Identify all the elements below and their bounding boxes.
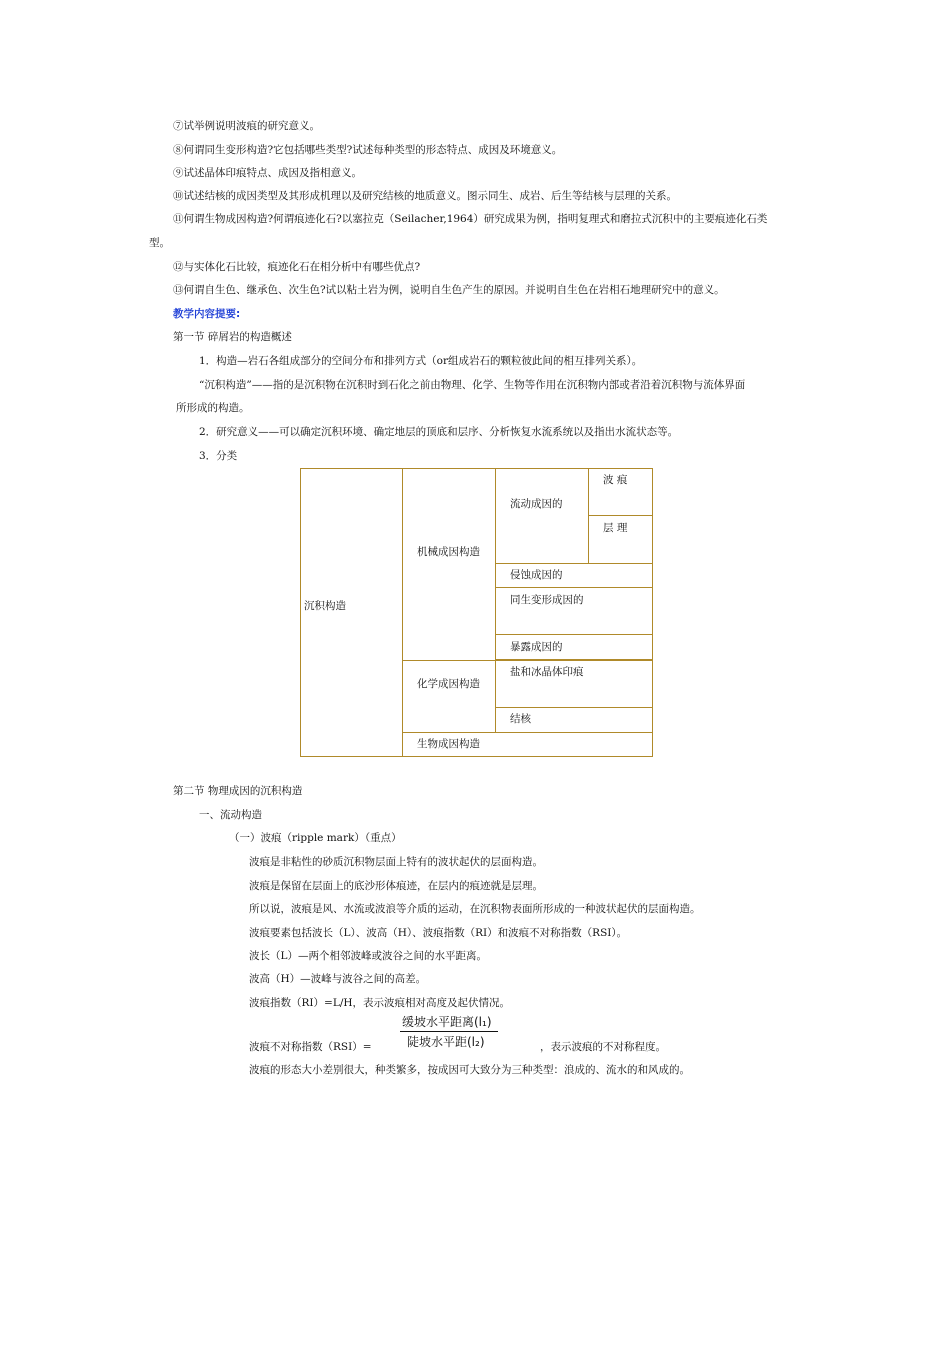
question-13: ⑬何谓自生色、继承色、次生色?试以粘土岩为例，说明自生色产生的原因。并说明自生色在岩相石地理研究中的意义。 (173, 284, 725, 296)
section1-p1: 1．构造—岩石各组成部分的空间分布和排列方式（or组成岩石的颗粒彼此间的相互排列关系）。 (199, 355, 643, 367)
label-erosion: 侵蚀成因的 (510, 569, 563, 581)
section2-sub2: （一）波痕（ripple mark）（重点） (229, 832, 402, 844)
classification-table (300, 468, 653, 757)
rsi-numerator: 缓坡水平距离(l₁) (402, 1015, 492, 1029)
question-9: ⑨试述晶体印痕特点、成因及指相意义。 (173, 167, 362, 179)
section1-p4: 3．分类 (199, 450, 238, 462)
section1-p2a: “沉积构造”——指的是沉积物在沉积时到石化之前由物理、化学、生物等作用在沉积物内部或者沿着沉积物与流体界面 (199, 379, 746, 391)
cell-chemical (403, 661, 496, 733)
label-salt: 盐和冰晶体印痕 (510, 666, 584, 678)
label-syndepositional: 同生变形成因的 (510, 594, 584, 606)
rsi-denominator: 陡坡水平距(l₂) (407, 1035, 485, 1049)
label-ripple: 波 痕 (603, 474, 628, 486)
section2-line-3: 所以说，波痕是风、水流或波浪等介质的运动，在沉积物表面所形成的一种波状起伏的层面构造。 (249, 903, 701, 915)
section2-line-1: 波痕是非粘性的砂质沉积物层面上特有的波状起伏的层面构造。 (249, 856, 543, 868)
question-8: ⑧何谓同生变形构造?它包括哪些类型?试述每种类型的形态特点、成因及环境意义。 (173, 144, 563, 156)
section2-line-2: 波痕是保留在层面上的底沙形体痕迹，在层内的痕迹就是层理。 (249, 880, 543, 892)
question-10: ⑩试述结核的成因类型及其形成机理以及研究结核的地质意义。图示同生、成岩、后生等结核与层理的关系。 (173, 190, 677, 202)
label-nodule: 结核 (510, 713, 531, 725)
section2-line-5: 波长（L）—两个相邻波峰或波谷之间的水平距离。 (249, 950, 487, 962)
rsi-label: 波痕不对称指数（RSI）= (249, 1041, 372, 1053)
section2-title: 第二节 物理成因的沉积构造 (173, 785, 303, 797)
question-11: ⑪何谓生物成因构造?何谓痕迹化石?以塞拉克（Seilacher,1964）研究成果为例，指明复理式和磨拉式沉积中的主要痕迹化石类 (173, 213, 768, 225)
rsi-tail: ，表示波痕的不对称程度。 (540, 1041, 666, 1053)
label-chemical: 化学成因构造 (417, 678, 480, 690)
label-mechanical: 机械成因构造 (417, 546, 480, 558)
section1-p2b: 所形成的构造。 (176, 402, 250, 414)
question-11-continued: 型。 (149, 237, 170, 249)
label-exposure: 暴露成因的 (510, 641, 563, 653)
section2-line-6: 波高（H）—波峰与波谷之间的高差。 (249, 973, 427, 985)
section2-sub1: 一、流动构造 (199, 809, 262, 821)
section1-title: 第一节 碎屑岩的构造概述 (173, 331, 292, 343)
label-flow: 流动成因的 (510, 498, 563, 510)
section1-p3: 2．研究意义——可以确定沉积环境、确定地层的顶底和层序、分析恢复水流系统以及指出水流状态等。 (199, 426, 679, 438)
question-7: ⑦试举例说明波痕的研究意义。 (173, 120, 320, 132)
label-sedimentary-structure: 沉积构造 (304, 600, 346, 612)
cell-mechanical (403, 469, 496, 661)
teaching-summary-heading: 教学内容提要: (173, 308, 241, 320)
question-12: ⑫与实体化石比较，痕迹化石在相分析中有哪些优点? (173, 261, 421, 273)
section2-line-7: 波痕指数（RI）=L/H，表示波痕相对高度及起伏情况。 (249, 997, 511, 1009)
label-biological: 生物成因构造 (417, 738, 480, 750)
section2-line-4: 波痕要素包括波长（L）、波高（H）、波痕指数（RI）和波痕不对称指数（RSI）。 (249, 927, 628, 939)
section2-last-line: 波痕的形态大小差别很大，种类繁多，按成因可大致分为三种类型：浪成的、流水的和风成的。 (249, 1064, 690, 1076)
label-bedding: 层 理 (603, 522, 628, 534)
rsi-fraction-bar (400, 1031, 498, 1032)
cell-flow (496, 469, 589, 564)
